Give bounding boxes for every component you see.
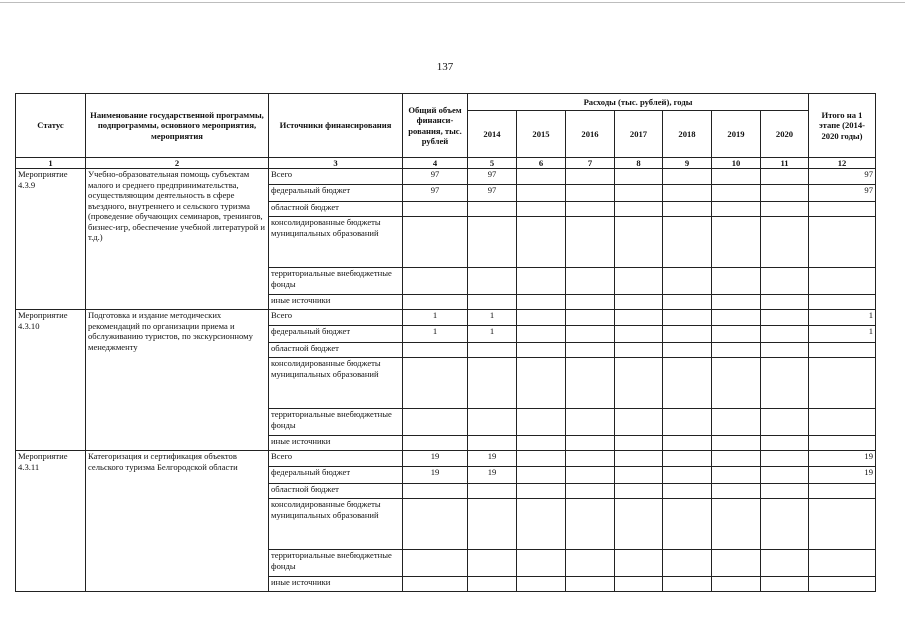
page-number: 137 — [436, 61, 454, 73]
funding-source: федеральный бюджет — [269, 185, 403, 202]
year-value-cell — [468, 436, 517, 451]
year-value-cell: 97 — [468, 185, 517, 202]
stage-total-cell: 1 — [809, 310, 876, 326]
total-volume-cell: 97 — [403, 169, 468, 185]
year-value-cell — [517, 295, 566, 310]
header-year: 2018 — [663, 111, 712, 158]
year-value-cell: 1 — [468, 310, 517, 326]
header-year: 2020 — [761, 111, 809, 158]
year-value-cell — [468, 358, 517, 409]
stage-total-cell — [809, 358, 876, 409]
year-value-cell — [517, 409, 566, 436]
year-value-cell — [566, 499, 615, 550]
table-row — [16, 169, 876, 185]
funding-source: областной бюджет — [269, 484, 403, 499]
year-value-cell — [615, 185, 663, 202]
funding-source: консолидированные бюджеты муниципальных образований — [269, 499, 403, 550]
total-volume-cell — [403, 268, 468, 295]
year-value-cell — [566, 343, 615, 358]
year-value-cell — [663, 268, 712, 295]
year-value-cell — [517, 268, 566, 295]
year-value-cell — [761, 467, 809, 484]
stage-total-cell — [809, 499, 876, 550]
year-value-cell — [712, 484, 761, 499]
year-value-cell — [517, 451, 566, 467]
year-value-cell — [663, 358, 712, 409]
stage-total-cell: 1 — [809, 326, 876, 343]
total-volume-cell — [403, 484, 468, 499]
header-source: Источники финансирования — [269, 94, 403, 158]
column-number: 8 — [615, 158, 663, 169]
column-number: 3 — [269, 158, 403, 169]
year-value-cell — [468, 409, 517, 436]
year-value-cell — [712, 169, 761, 185]
year-value-cell: 19 — [468, 451, 517, 467]
year-value-cell — [712, 310, 761, 326]
year-value-cell — [566, 185, 615, 202]
header-stage-total: Итого на 1 этапе (2014-2020 годы) — [809, 94, 876, 158]
year-value-cell — [761, 185, 809, 202]
year-value-cell — [663, 217, 712, 268]
column-number: 12 — [809, 158, 876, 169]
year-value-cell — [663, 409, 712, 436]
year-value-cell — [566, 451, 615, 467]
funding-source: Всего — [269, 310, 403, 326]
year-value-cell — [712, 343, 761, 358]
column-number-row — [16, 158, 876, 169]
year-value-cell — [663, 436, 712, 451]
stage-total-cell: 19 — [809, 451, 876, 467]
funding-source: консолидированные бюджеты муниципальных образований — [269, 217, 403, 268]
column-number: 11 — [761, 158, 809, 169]
year-value-cell — [663, 295, 712, 310]
header-year: 2017 — [615, 111, 663, 158]
year-value-cell — [712, 217, 761, 268]
year-value-cell — [761, 358, 809, 409]
year-value-cell — [712, 499, 761, 550]
table-row — [16, 451, 876, 467]
stage-total-cell — [809, 409, 876, 436]
stage-total-cell — [809, 484, 876, 499]
stage-total-cell — [809, 577, 876, 592]
year-value-cell — [615, 467, 663, 484]
column-number: 9 — [663, 158, 712, 169]
header-status: Статус — [16, 94, 86, 158]
year-value-cell — [663, 326, 712, 343]
year-value-cell — [663, 169, 712, 185]
year-value-cell — [566, 217, 615, 268]
funding-source: территориальные внебюджетные фонды — [269, 550, 403, 577]
year-value-cell — [663, 185, 712, 202]
total-volume-cell — [403, 409, 468, 436]
year-value-cell — [517, 343, 566, 358]
year-value-cell — [761, 202, 809, 217]
year-value-cell — [663, 484, 712, 499]
measure-name: Категоризация и сертификация объектов сельского туризма Белгородской области — [86, 451, 269, 592]
header-year: 2015 — [517, 111, 566, 158]
column-number: 6 — [517, 158, 566, 169]
year-value-cell — [468, 484, 517, 499]
year-value-cell — [517, 358, 566, 409]
year-value-cell — [566, 310, 615, 326]
year-value-cell — [761, 217, 809, 268]
year-value-cell — [712, 550, 761, 577]
funding-source: Всего — [269, 451, 403, 467]
stage-total-cell — [809, 436, 876, 451]
year-value-cell — [712, 358, 761, 409]
year-value-cell — [761, 436, 809, 451]
year-value-cell — [615, 169, 663, 185]
year-value-cell — [761, 451, 809, 467]
header-year: 2019 — [712, 111, 761, 158]
stage-total-cell: 97 — [809, 185, 876, 202]
funding-source: территориальные внебюджетные фонды — [269, 409, 403, 436]
stage-total-cell — [809, 550, 876, 577]
year-value-cell — [615, 484, 663, 499]
year-value-cell — [566, 268, 615, 295]
column-number: 5 — [468, 158, 517, 169]
total-volume-cell: 19 — [403, 467, 468, 484]
year-value-cell — [615, 343, 663, 358]
year-value-cell — [566, 409, 615, 436]
year-value-cell — [712, 577, 761, 592]
year-value-cell — [761, 577, 809, 592]
year-value-cell — [517, 217, 566, 268]
stage-total-cell — [809, 202, 876, 217]
header-year: 2014 — [468, 111, 517, 158]
year-value-cell — [663, 467, 712, 484]
header-name: Наименование государственной программы, подпрограммы, основного мероприятия, мероприятия — [86, 94, 269, 158]
scan-edge-line — [0, 2, 905, 3]
year-value-cell — [468, 343, 517, 358]
year-value-cell — [712, 202, 761, 217]
column-number: 4 — [403, 158, 468, 169]
funding-source: консолидированные бюджеты муниципальных образований — [269, 358, 403, 409]
year-value-cell — [712, 467, 761, 484]
table-row — [16, 310, 876, 326]
column-number: 1 — [16, 158, 86, 169]
funding-source: областной бюджет — [269, 343, 403, 358]
funding-source: иные источники — [269, 577, 403, 592]
year-value-cell — [712, 326, 761, 343]
year-value-cell — [566, 550, 615, 577]
year-value-cell — [468, 550, 517, 577]
year-value-cell — [615, 409, 663, 436]
stage-total-cell — [809, 343, 876, 358]
total-volume-cell — [403, 217, 468, 268]
year-value-cell — [468, 499, 517, 550]
year-value-cell — [566, 326, 615, 343]
year-value-cell — [517, 436, 566, 451]
total-volume-cell — [403, 550, 468, 577]
year-value-cell — [517, 169, 566, 185]
year-value-cell — [761, 484, 809, 499]
funding-source: федеральный бюджет — [269, 326, 403, 343]
year-value-cell — [517, 202, 566, 217]
year-value-cell: 1 — [468, 326, 517, 343]
year-value-cell — [712, 295, 761, 310]
year-value-cell — [566, 358, 615, 409]
total-volume-cell — [403, 499, 468, 550]
measure-status: Мероприятие 4.3.11 — [16, 451, 86, 592]
year-value-cell — [761, 310, 809, 326]
year-value-cell — [615, 358, 663, 409]
total-volume-cell — [403, 358, 468, 409]
year-value-cell — [761, 326, 809, 343]
column-number: 7 — [566, 158, 615, 169]
column-number: 2 — [86, 158, 269, 169]
header-year: 2016 — [566, 111, 615, 158]
year-value-cell — [468, 217, 517, 268]
year-value-cell — [663, 451, 712, 467]
year-value-cell — [663, 577, 712, 592]
year-value-cell — [663, 202, 712, 217]
measure-status: Мероприятие 4.3.9 — [16, 169, 86, 310]
year-value-cell — [517, 310, 566, 326]
year-value-cell — [566, 577, 615, 592]
year-value-cell — [566, 169, 615, 185]
year-value-cell — [517, 499, 566, 550]
total-volume-cell: 97 — [403, 185, 468, 202]
year-value-cell — [566, 484, 615, 499]
year-value-cell — [468, 295, 517, 310]
header-expenses: Расходы (тыс. рублей), годы — [468, 94, 809, 111]
year-value-cell — [663, 499, 712, 550]
year-value-cell — [615, 326, 663, 343]
year-value-cell — [615, 550, 663, 577]
column-number: 10 — [712, 158, 761, 169]
total-volume-cell: 19 — [403, 451, 468, 467]
total-volume-cell: 1 — [403, 310, 468, 326]
stage-total-cell: 97 — [809, 169, 876, 185]
measure-name: Учебно-образовательная помощь субъектам малого и среднего предпринимательства, осуществляющим деятельность в сфере въездного, внутреннего и сельского туризма (проведение обучающих семинаров, тренингов, бизнес-игр, обеспечение учебной литературой и т.д.) — [86, 169, 269, 310]
year-value-cell — [663, 343, 712, 358]
funding-source: иные источники — [269, 436, 403, 451]
stage-total-cell — [809, 295, 876, 310]
year-value-cell — [468, 268, 517, 295]
year-value-cell — [517, 326, 566, 343]
year-value-cell — [761, 409, 809, 436]
year-value-cell — [712, 409, 761, 436]
year-value-cell — [663, 550, 712, 577]
year-value-cell — [517, 484, 566, 499]
year-value-cell — [761, 343, 809, 358]
year-value-cell — [761, 499, 809, 550]
funding-source: территориальные внебюджетные фонды — [269, 268, 403, 295]
stage-total-cell: 19 — [809, 467, 876, 484]
funding-source: Всего — [269, 169, 403, 185]
year-value-cell: 19 — [468, 467, 517, 484]
stage-total-cell — [809, 217, 876, 268]
year-value-cell — [517, 577, 566, 592]
year-value-cell — [761, 169, 809, 185]
funding-source: федеральный бюджет — [269, 467, 403, 484]
funding-source: областной бюджет — [269, 202, 403, 217]
year-value-cell — [663, 310, 712, 326]
year-value-cell — [517, 550, 566, 577]
total-volume-cell — [403, 577, 468, 592]
year-value-cell — [615, 577, 663, 592]
year-value-cell — [712, 436, 761, 451]
year-value-cell — [566, 202, 615, 217]
year-value-cell — [761, 295, 809, 310]
total-volume-cell — [403, 343, 468, 358]
year-value-cell: 97 — [468, 169, 517, 185]
year-value-cell — [615, 310, 663, 326]
measure-status: Мероприятие 4.3.10 — [16, 310, 86, 451]
total-volume-cell — [403, 295, 468, 310]
year-value-cell — [615, 436, 663, 451]
year-value-cell — [566, 467, 615, 484]
year-value-cell — [712, 268, 761, 295]
total-volume-cell: 1 — [403, 326, 468, 343]
year-value-cell — [566, 295, 615, 310]
header-total-volume: Общий объем финанси-рования, тыс. рублей — [403, 94, 468, 158]
funding-source: иные источники — [269, 295, 403, 310]
year-value-cell — [468, 202, 517, 217]
year-value-cell — [517, 185, 566, 202]
year-value-cell — [615, 295, 663, 310]
year-value-cell — [517, 467, 566, 484]
year-value-cell — [712, 185, 761, 202]
year-value-cell — [761, 268, 809, 295]
measure-name: Подготовка и издание методических рекомендаций по организации приема и обслуживанию туристов, по экскурсионному менеджменту — [86, 310, 269, 451]
total-volume-cell — [403, 436, 468, 451]
year-value-cell — [615, 451, 663, 467]
total-volume-cell — [403, 202, 468, 217]
year-value-cell — [615, 499, 663, 550]
year-value-cell — [712, 451, 761, 467]
year-value-cell — [615, 268, 663, 295]
budget-table — [15, 93, 876, 592]
stage-total-cell — [809, 268, 876, 295]
year-value-cell — [761, 550, 809, 577]
year-value-cell — [615, 202, 663, 217]
year-value-cell — [468, 577, 517, 592]
year-value-cell — [615, 217, 663, 268]
year-value-cell — [566, 436, 615, 451]
